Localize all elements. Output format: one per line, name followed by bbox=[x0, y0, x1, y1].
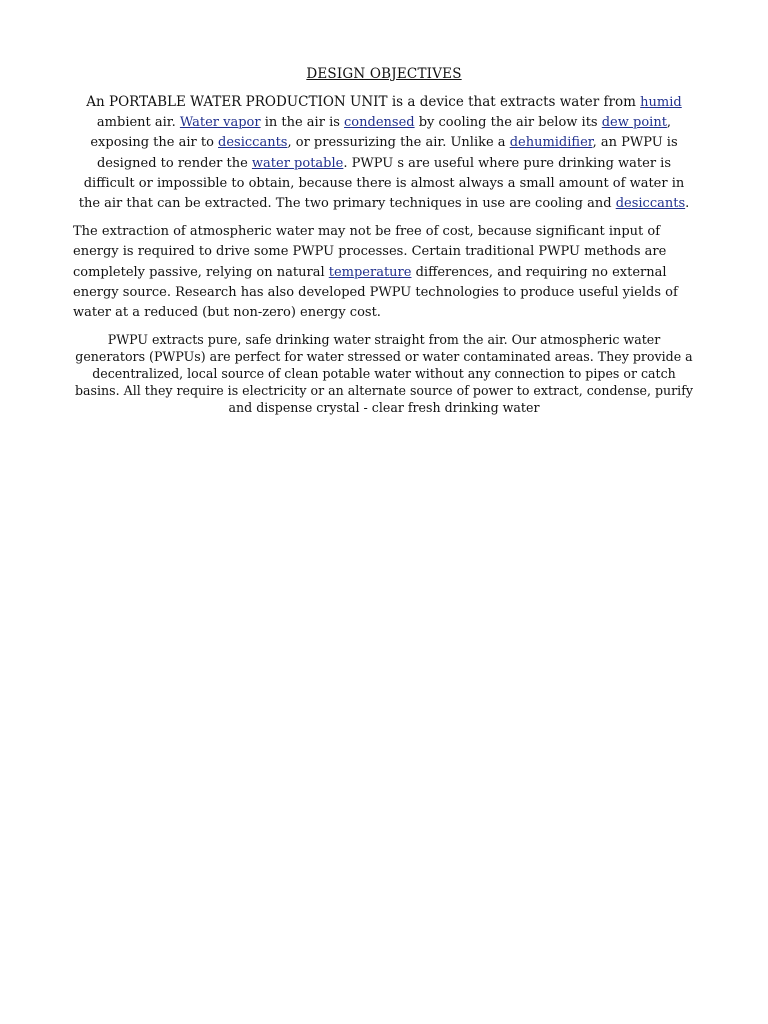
text-run: The extraction of atmospheric water may not be free of cost, because significant input of energy is required to drive some PWPU processes. Certain traditional PWPU methods are completely passive, relying on natural bbox=[73, 224, 667, 280]
link-temperature[interactable]: temperature bbox=[328, 264, 412, 280]
text-run: . PWPU s are useful where pure drinking water is difficult or impossible to obtain, because there is almost always a small amount of water in the air that can be extracted. The two primary techniques in use are cooling and bbox=[78, 155, 685, 212]
paragraph-pwpu-summary: PWPU extracts pure, safe drinking water straight from the air. Our atmospheric water generators (PWPUs) are perfect for water stressed or water contaminated areas. They provide a decentralized, local source of clean potable water without any connection to pipes or catch basins. All they require is electricity or an alternate source of power to extract, condense, purify and dispense crystal - clear fresh drinking water bbox=[74, 332, 693, 416]
text-run: , or pressurizing the air. Unlike a bbox=[287, 135, 510, 151]
text-run: . bbox=[685, 196, 690, 212]
text-run: ambient air. bbox=[96, 115, 180, 131]
link-water-vapor[interactable]: Water vapor bbox=[179, 115, 261, 131]
text-run: differences, and requiring no external energy source. Research has also developed PWPU technologies to produce useful yields of water at a reduced (but non-zero) energy cost. bbox=[73, 264, 678, 321]
page-title: DESIGN OBJECTIVES bbox=[306, 66, 462, 82]
text-run: by cooling the air below its bbox=[414, 115, 602, 131]
paragraph-intro bbox=[73, 92, 695, 214]
document-body bbox=[73, 66, 695, 424]
link-dehumidifier[interactable]: dehumidifier bbox=[509, 135, 593, 151]
paragraph-extraction bbox=[73, 222, 695, 323]
link-water-potable[interactable]: water potable bbox=[251, 155, 344, 171]
link-dew-point[interactable]: dew point bbox=[601, 115, 667, 131]
text-run: , an PWPU is designed to render the bbox=[96, 135, 678, 171]
link-humid[interactable]: humid bbox=[640, 95, 682, 110]
link-desiccants[interactable]: desiccants bbox=[218, 135, 288, 151]
text-run: An PORTABLE WATER PRODUCTION UNIT is a device that extracts water from bbox=[86, 94, 641, 110]
text-run: , exposing the air to bbox=[90, 115, 672, 151]
link-condensed[interactable]: condensed bbox=[344, 115, 415, 131]
link-desiccants-2[interactable]: desiccants bbox=[615, 196, 686, 212]
text-run: in the air is bbox=[260, 115, 345, 131]
